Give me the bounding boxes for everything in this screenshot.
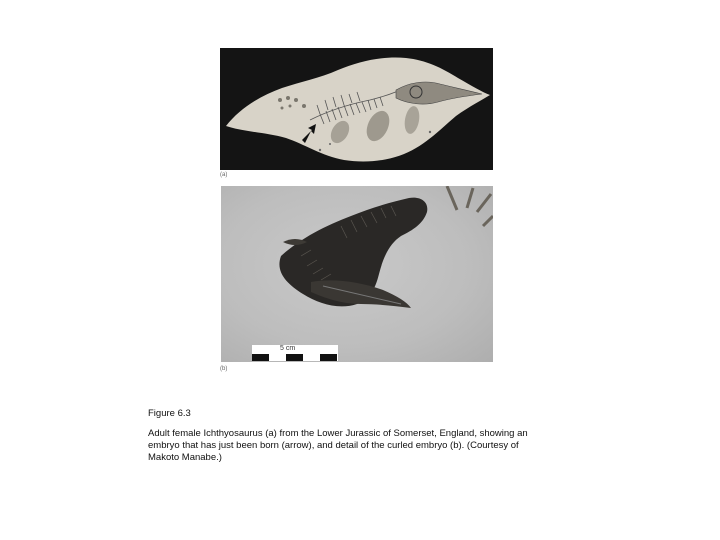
embryo-image-b (221, 186, 493, 362)
scale-bar (252, 345, 338, 361)
caption-line: Makoto Manabe.) (148, 452, 222, 463)
panel-label-b: (b) (220, 366, 228, 372)
fossil-photo-b (221, 186, 493, 362)
figure-caption (148, 428, 558, 464)
fossil-photo-a (220, 48, 493, 170)
panel-label-a: (a) (220, 172, 228, 178)
figure-number: Figure 6.3 (148, 408, 191, 419)
scale-bar-text: 5 cm (280, 345, 296, 352)
caption-line: Adult female Ichthyosaurus (a) from the Lower Jurassic of Somerset, England, showing an (148, 428, 528, 439)
fossil-slab-image-a (220, 48, 493, 170)
caption-line: embryo that has just been born (arrow), and detail of the curled embryo (b). (Courtesy of (148, 440, 519, 451)
